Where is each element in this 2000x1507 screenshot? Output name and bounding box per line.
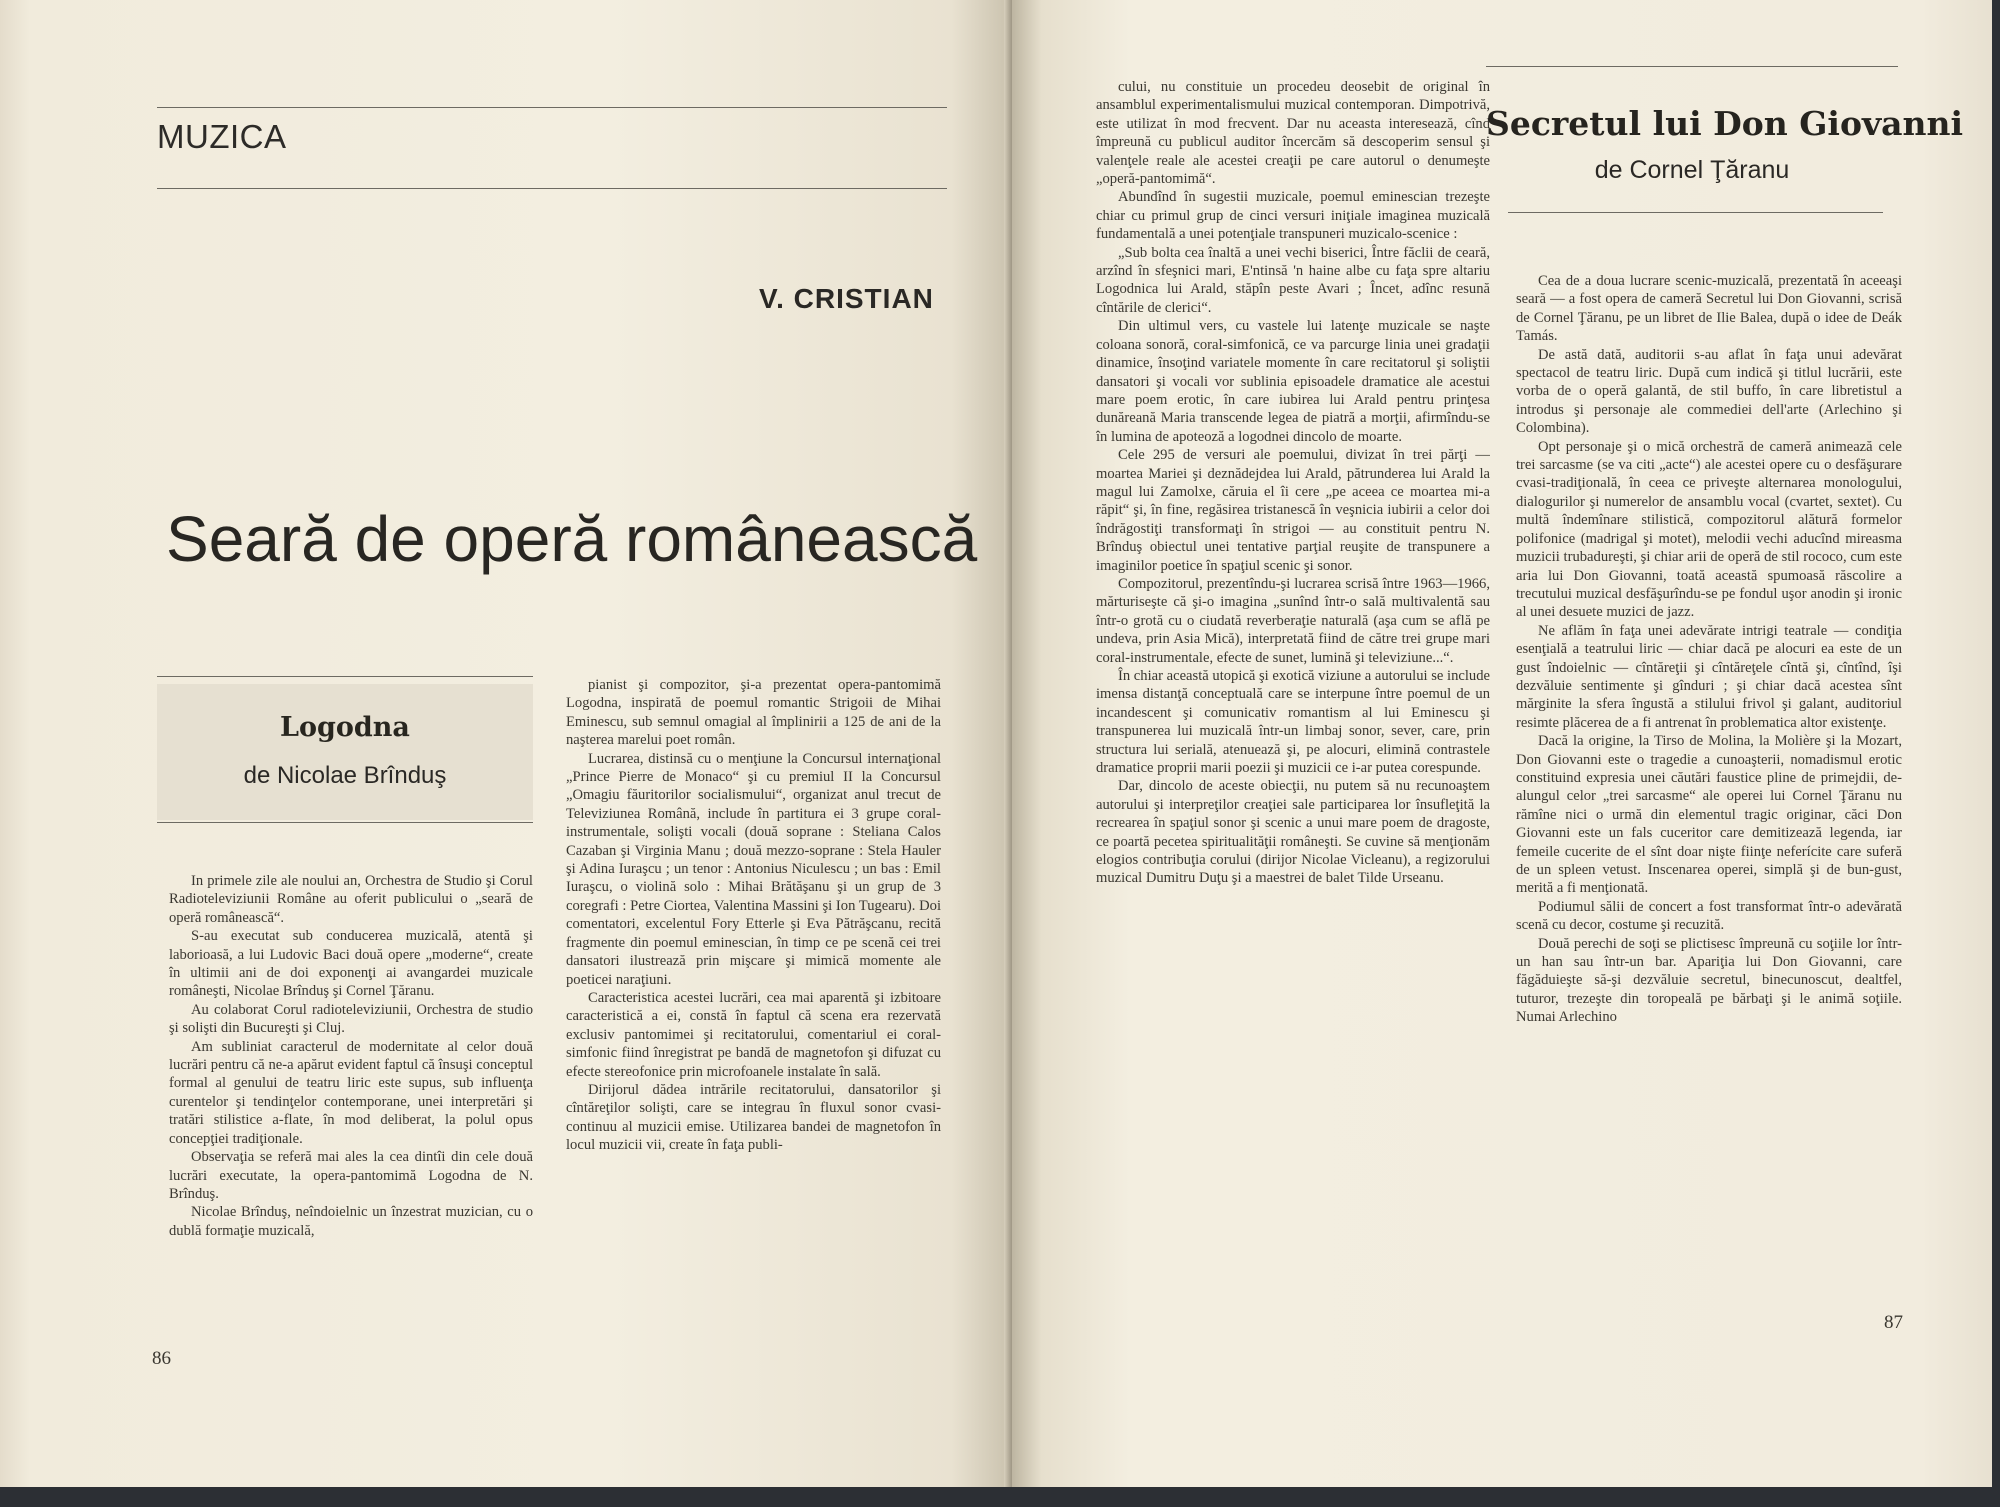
- paragraph: Au colaborat Corul radioteleviziunii, Orchestra de studio şi solişti din Bucureşti şi Cluj.: [169, 1001, 533, 1037]
- top-rule: [157, 107, 947, 108]
- subtitle-box: [157, 684, 533, 820]
- box-bottom-rule: [157, 822, 533, 823]
- article-title-right: Secretul lui Don Giovanni: [1486, 104, 1964, 143]
- text-column-4: [1516, 272, 1902, 1306]
- paragraph: Podiumul sălii de concert a fost transformat într-o adevărată scenă cu decor, costume şi recuzită.: [1516, 898, 1902, 934]
- right-page: [1012, 0, 2000, 1507]
- paragraph: Dar, dincolo de aceste obiecţii, nu putem să nu recunoaştem autorului şi interpreţilor creaţiei sale participarea lor însufleţită la recrearea în spaţiul sonor şi scenic a unui mare poem de dragoste, ce poartă pecetea spiritualităţii româneşti. Se cuvine să menţionăm elogios contribuţia corului (dirijor Nicolae Vicleanu), a regizorului muzical Dumitru Duţu şi a maestrei de balet Tilde Urseanu.: [1096, 778, 1490, 887]
- paragraph: S-au executat sub conducerea muzicală, atentă şi laborioasă, a lui Ludovic Baci două opere „moderne“, create în ultimii ani de doi exponenţi ai avangardei muzicale româneşti, Nicolae Brînduş şi Cornel Ţăranu.: [169, 928, 533, 1000]
- text-column-3: [1096, 78, 1490, 1304]
- page-number-left: 86: [152, 1348, 171, 1369]
- paragraph: pianist şi compozitor, şi-a prezentat opera-pantomimă Logodna, inspirată de poemul romantic Strigoii de Mihai Eminescu, sub semnul omagial al împlinirii a 125 de ani de la naşterea marelui poet român.: [566, 677, 941, 749]
- right-title-rule: [1508, 212, 1883, 213]
- paragraph: Cea de a doua lucrare scenic-muzicală, prezentată în aceeaşi seară — a fost opera de cameră Secretul lui Don Giovanni, scrisă de Cornel Ţăranu, pe un libret de Ilie Balea, după o idee de Deák Tamás.: [1516, 273, 1902, 345]
- article-subtitle-right: de Cornel Ţăranu: [1594, 156, 1790, 184]
- paragraph: In primele zile ale noului an, Orchestra de Studio şi Corul Radioteleviziunii Române au oferit publicului o „seară de operă românească“.: [169, 873, 533, 926]
- section-label: MUZICA: [157, 118, 287, 155]
- page-number-right: 87: [1884, 1312, 1903, 1333]
- poem-quote: „Sub bolta cea înaltă a unei vechi biserici, Între făclii de ceară, arzînd în sfeşnici mari, E'ntinsă 'n haine albe cu faţa spre altariu Logodnica lui Arald, stăpîn peste Avari ; Încet, adînc resună cîntările de clerici“.: [1096, 244, 1490, 316]
- paragraph: Nicolae Brînduş, neîndoielnic un înzestrat muzician, cu o dublă formaţie muzicală,: [169, 1204, 533, 1239]
- paragraph: Ne aflăm în faţa unei adevărate intrigi teatrale — condiţia esenţială a teatrului liric — chiar dacă pe alocuri ea este de un gust îndoielnic — cîntăreţii şi cîntăreţele cîntă şi, cîntînd, îşi dezvăluie sentimente şi gînduri ; şi chiar dacă acestea sînt mărginite la sfera îngustă a stilului frivol şi galant, auditoriul resimte plăcerea de a fi antrenat în problematica altor existenţe.: [1516, 622, 1902, 731]
- box-subtitle: de Nicolae Brînduş: [243, 762, 447, 789]
- paragraph: Observaţia se referă mai ales la cea dintîi din cele două lucrări executate, la opera-pantomimă Logodna de N. Brînduş.: [169, 1149, 533, 1202]
- paragraph: Din ultimul vers, cu vastele lui latenţe muzicale se naşte coloana sonoră, coral-simfonică, ce va parcurge linia unei gradaţii dinamice, însoţind variatele momente în care recitatorul şi soliştii dansatori şi vocali vor sublinia episoadele dramatice ale acestui mare poem erotic, în care iubirea lui Arald pentru prinţesa dunăreană Maria transcende legea de piatră a morţii, afirmîndu-se în lumina de apoteoză a logodnei dincolo de moarte.: [1096, 318, 1490, 445]
- paragraph: Abundînd în sugestii muzicale, poemul eminescian trezeşte chiar cu primul grup de cinci versuri iniţiale imaginea muzicală fundamentală a unei potenţiale transpuneri muzicalo-scenice :: [1096, 189, 1490, 243]
- paragraph: Am subliniat caracterul de modernitate al celor două lucrări pentru că ne-a apărut evident faptul că însuşi conceptul formal al genului de teatru liric este supus, sub influenţa curentelor şi tendinţelor contemporane, unei interpretări şi tratări stilistice a-flate, în mod deliberat, la polul opus concepţiei tradiţionale.: [169, 1038, 533, 1147]
- paragraph: Lucrarea, distinsă cu o menţiune la Concursul internaţional „Prince Pierre de Monaco“ şi cu premiul II la Concursul „Omagiu făuritorilor socialismului“, organizat anul trecut de Televiziunea Română, include în partitura ei 3 grupe coral-instrumentale, solişti vocali (două soprane : Steliana Calos Cazaban şi Virginia Manu ; două mezzo-soprane : Stela Hauler şi Adina Iuraşcu ; un tenor : Antonius Niculescu ; un bas : Emil Iuraşcu, o violină solo : Mihai Brătăşanu şi un grup de 3 coregrafi : Petre Ciortea, Valentina Massini şi Ion Tugearu). Doi comentatori, excelentul Fory Etterle şi Eva Pătrăşcanu, recită fragmente din poemul eminescian, în timp ce pe scenă cei trei dansatori ilustrează prin mişcare şi mimică momente ale poeticei naraţiuni.: [566, 750, 941, 988]
- paragraph: Compozitorul, prezentîndu-şi lucrarea scrisă între 1963—1966, mărturiseşte că şi-o imagina „sunînd într-o sală multivalentă sau într-o grotă cu o ciudată reverberaţie naturală (aşa cum se află pe undeva, prin Asia Mică), interpretată fiind de către trei grupe mari coral-instrumentale, efecte de sunet, lumină şi televiziune...“.: [1096, 575, 1490, 666]
- text-column-2: [566, 676, 941, 1334]
- paragraph: În chiar această utopică şi exotică viziune a autorului se include imensa distanţă conceptuală care se interpune între poemul de un incandescent şi comunicativ romantism al lui Eminescu şi transpunerea lui muzicală într-un limbaj sonor, sever, care, prin structura lui serială, atenuează şi, pe alocuri, elimină contrastele dramatice proprii marii poezii şi muzicii ce i-ar putea corespunde.: [1096, 668, 1490, 777]
- paragraph: Caracteristica acestei lucrări, cea mai aparentă şi izbitoare caracteristică a ei, constă în faptul că scena era rezervată exclusiv pantomimei şi recitatorului, comentariul ei coral-simfonic fiind înregistrat pe bandă de magnetofon şi difuzat cu efecte stereofonice prin microfoanele instalate în sală.: [566, 989, 941, 1080]
- right-top-rule: [1486, 66, 1898, 67]
- paragraph: Cele 295 de versuri ale poemului, divizat în trei părţi — moartea Mariei şi deznădejdea lui Arald, pătrunderea lui Arald la magul lui Zamolxe, căruia el îi cere „pe aceea ce moartea mi-a răpit“ şi, în fine, regăsirea tristanescă în veşnicia iubirii a celor doi îndrăgostiţi transformaţi în strigoi — au constituit pentru N. Brînduş obiectul unei tentative parţial reuşite de transpunere a imaginilor poetice în spaţiul scenic şi sonor.: [1096, 447, 1490, 574]
- paragraph: Două perechi de soţi se plictisesc împreună cu soţiile lor într-un han sau într-un bar. Apariţia lui Don Giovanni, care făgăduieşte să-şi dezvăluie secretul, binecunoscut, dealtfel, tuturor, trezeşte din toropeală pe bărbaţi şi le animă soţiile. Numai Arlechino: [1516, 935, 1902, 1026]
- cover-edge-bottom: [0, 1487, 2000, 1507]
- box-top-rule: [157, 676, 533, 677]
- paragraph: De astă dată, auditorii s-au aflat în faţa unui adevărat spectacol de teatru liric. După cum indică şi titlul lucrării, este vorba de o operă galantă, de stil buffo, în care libretistul a introdus şi personaje ale commediei dell'arte (Arlechino şi Colombina).: [1516, 346, 1902, 437]
- article-author: V. CRISTIAN: [759, 283, 934, 314]
- text-column-1: [169, 872, 533, 1334]
- paragraph: Opt personaje şi o mică orchestră de cameră animează cele trei sarcasme (se va citi „acte“) ale acestei opere cu o desfăşurare cvasi-tradiţională, în ceea ce priveşte alternarea monologului, dialogurilor şi numerelor de ansamblu vocal (cvartet, sextet). Cu multă îndemînare stilistică, compozitorul alătură formelor polifonice (madrigal şi motet), melodii vechi aducînd mireasma muzicii trubadureşti, şi chiar arii de operă de stil rococo, cum este aria lui Don Giovanni, toată această spumoasă răscolire a trecutului muzical desfăşurîndu-se pe fondul uşor anodin şi ironic al unei desuete muzici de jazz.: [1516, 438, 1902, 621]
- paragraph: cului, nu constituie un procedeu deosebit de original în ansamblul experimentalismului muzical contemporan. Dimpotrivă, este utilizat în mod frecvent. Dar nu aceasta interesează, cînd împreună cu publicul auditor încercăm să descoperim sensul şi valenţele reale ale acestei creaţii pe care autorul o denumeşte „operă-pantomimă“.: [1096, 79, 1490, 188]
- paragraph: Dacă la origine, la Tirso de Molina, la Molière şi la Mozart, Don Giovanni este o tragedie a cunoaşterii, nomadismul erotic constituind expresia unei căutări faustice pline de primejdii, de-alungul celor „trei sarcasme“ ale operei lui Cornel Ţăranu nu rămîne nici o urmă din elementul tragic originar, căci Don Giovanni este un fals cuceritor care demitizează legenda, iar femeile cucerite de el sînt doar nişte fiinţe neferícite care suferă de un spleen vetust. Inscenarea operei, simplă şi de bun-gust, merită a fi menţionată.: [1516, 733, 1902, 897]
- box-title: Logodna: [280, 712, 410, 743]
- paragraph: Dirijorul dădea intrările recitatorului, dansatorilor şi cîntăreţilor solişti, care se integrau în fluxul sonor cvasi-continuu al muzicii emise. Utilizarea bandei de magnetofon în locul muzicii vii, create în faţa publi-: [566, 1081, 941, 1154]
- cover-edge-right: [1992, 0, 2000, 1507]
- article-title: Seară de operă românească: [166, 503, 978, 575]
- section-rule: [157, 188, 947, 189]
